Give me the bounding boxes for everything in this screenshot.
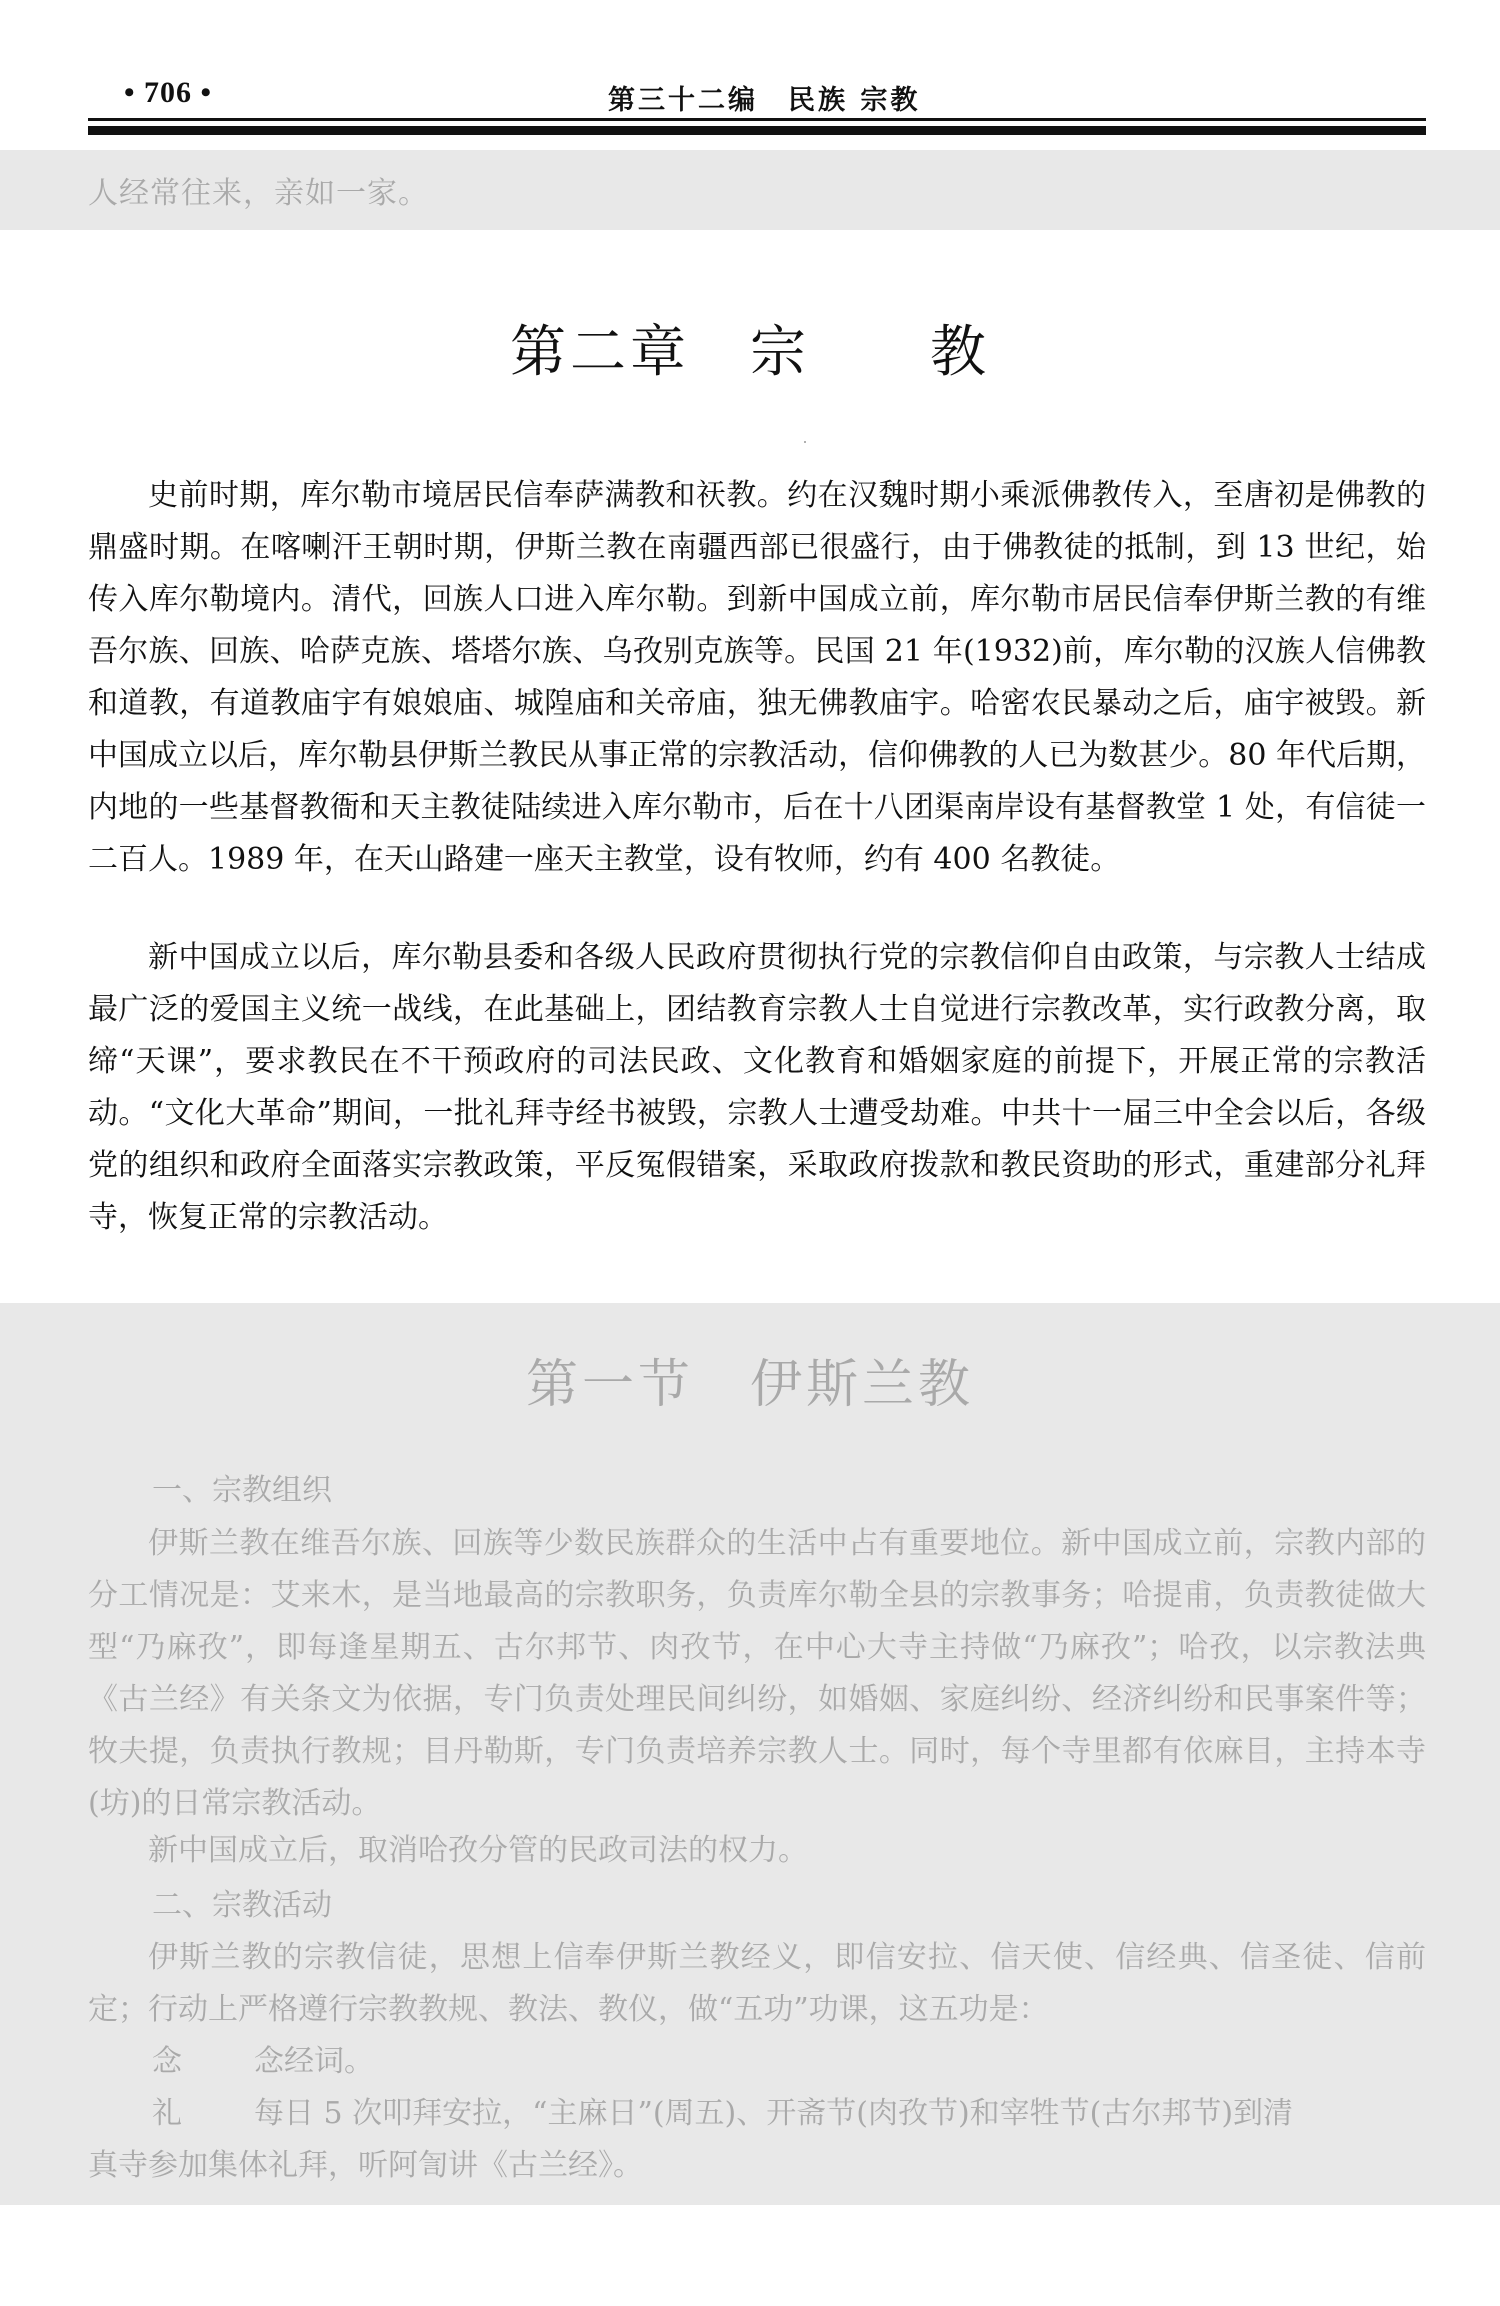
paragraph-text: 史前时期，库尔勒市境居民信奉萨满教和祆教。约在汉魏时期小乘派佛教传入，至唐初是佛教的鼎盛时期。在喀喇汗王朝时期，伊斯兰教在南疆西部已很盛行，由于佛教徒的抵制，到 13 世纪，始传入库尔勒境内。清代，回族人口进入库尔勒。到新中国成立前，库尔勒市居民信奉伊斯兰教的有维吾尔族、回族、哈萨克族、塔塔尔族、乌孜别克族等。民国 21 年(1932)前，库尔勒的汉族人信佛教和道教，有道教庙宇有娘娘庙、城隍庙和关帝庙，独无佛教庙宇。哈密农民暴动之后，庙宇被毁。新中国成立以后，库尔勒县伊斯兰教民从事正常的宗教活动，信仰佛教的人已为数甚少。80 年代后期，内地的一些基督教衙和天主教徒陆续进入库尔勒市，后在十八团渠南岸设有基督教堂 1 处，有信徒一二百人。1989 年，在天山路建一座天主教堂，设有牧师，约有 400 名教徒。: [88, 478, 1426, 877]
item-description: 每日 5 次叩拜安拉，“主麻日”(周五)、开斋节(肉孜节)和宰牲节(古尔邦节)到清: [254, 2096, 1294, 2131]
item-description-continuation: 真寺参加集体礼拜，听阿訇讲《古兰经》。: [88, 2148, 643, 2183]
activities-paragraph: [88, 1932, 1426, 2036]
item-term: 念: [152, 2044, 182, 2079]
paragraph-text: 新中国成立后，取消哈孜分管的民政司法的权力。: [148, 1833, 808, 1868]
subsection-heading-organization: 一、宗教组织: [152, 1473, 332, 1508]
chapter-paragraph-2: [88, 932, 1426, 1244]
subsection-heading-activities: 二、宗教活动: [152, 1888, 332, 1923]
paragraph-text: 伊斯兰教的宗教信徒，思想上信奉伊斯兰教经义，即信安拉、信天使、信经典、信圣徒、信前定；行动上严格遵行宗教教规、教法、教仪，做“五功”功课，这五功是：: [88, 1940, 1426, 2027]
section-title: 第一节 伊斯兰教: [525, 1355, 974, 1415]
header-rule-thick: [88, 126, 1426, 135]
page-number: • 706 •: [124, 76, 213, 109]
item-description: 念经词。: [254, 2044, 374, 2079]
chapter-paragraph-1: [88, 470, 1426, 886]
running-head: 第三十二编 民族 宗教: [608, 85, 921, 116]
chapter-title: 第二章 宗 教: [510, 320, 990, 385]
page-header: [88, 70, 1426, 120]
paragraph-text: 新中国成立以后，库尔勒县委和各级人民政府贯彻执行党的宗教信仰自由政策，与宗教人士结成最广泛的爱国主义统一战线，在此基础上，团结教育宗教人士自觉进行宗教改革，实行政教分离，取缔“天课”，要求教民在不干预政府的司法民政、文化教育和婚姻家庭的前提下，开展正常的宗教活动。“文化大革命”期间，一批礼拜寺经书被毁，宗教人士遭受劫难。中共十一届三中全会以后，各级党的组织和政府全面落实宗教政策，平反冤假错案，采取政府拨款和教民资助的形式，重建部分礼拜寺，恢复正常的宗教活动。: [88, 940, 1426, 1235]
header-rule-thin: [88, 118, 1426, 121]
organization-note: [88, 1825, 1426, 1877]
scan-speck: [804, 441, 806, 443]
organization-paragraph: [88, 1518, 1426, 1830]
carryover-line: 人经常往来，亲如一家。: [88, 176, 429, 211]
paragraph-text: 伊斯兰教在维吾尔族、回族等少数民族群众的生活中占有重要地位。新中国成立前，宗教内部的分工情况是：艾来木，是当地最高的宗教职务，负责库尔勒全县的宗教事务；哈提甫，负责教徒做大型“乃麻孜”，即每逢星期五、古尔邦节、肉孜节，在中心大寺主持做“乃麻孜”；哈孜，以宗教法典《古兰经》有关条文为依据，专门负责处理民间纠纷，如婚姻、家庭纠纷、经济纠纷和民事案件等；牧夫提，负责执行教规；目丹勒斯，专门负责培养宗教人士。同时，每个寺里都有依麻目，主持本寺(坊)的日常宗教活动。: [88, 1526, 1426, 1821]
item-term: 礼: [152, 2096, 182, 2131]
